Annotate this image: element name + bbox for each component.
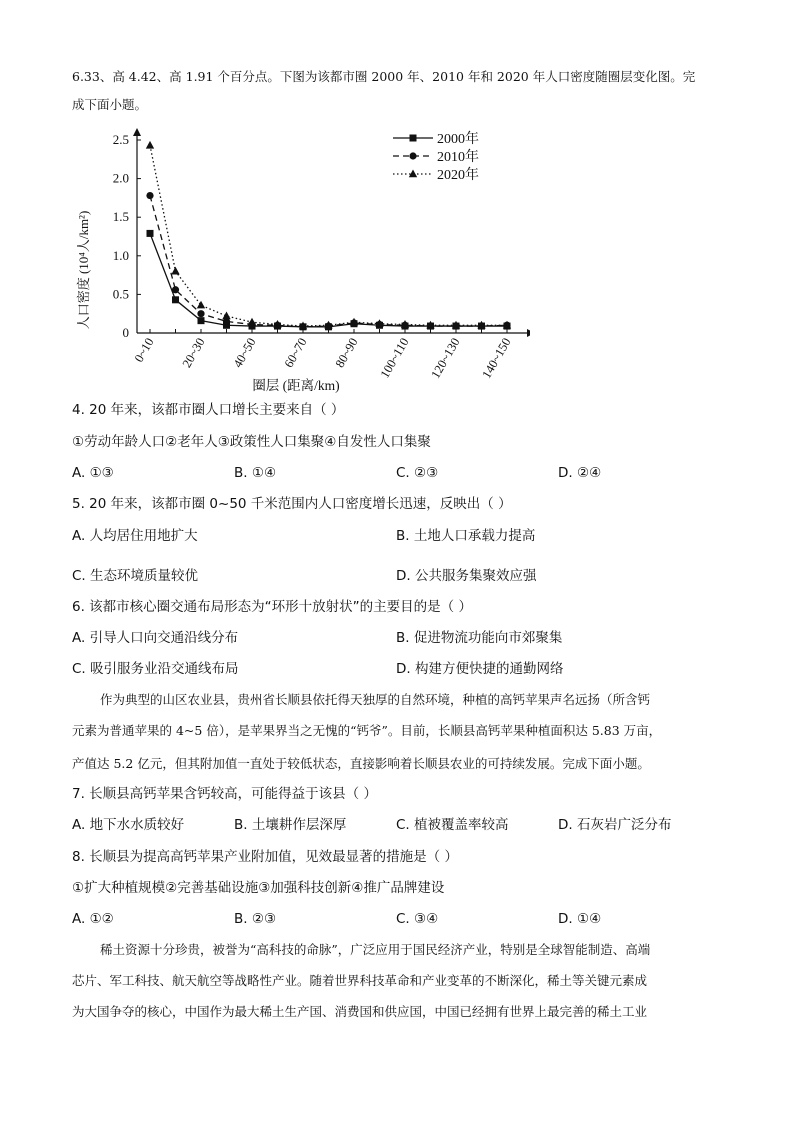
data-point [197,310,204,317]
legend-item [393,130,479,147]
q6-option-a[interactable]: A. 引导人口向交通沿线分布 [72,630,239,646]
series-circle [146,192,510,330]
legend-item [393,166,479,183]
q8-option-b[interactable]: B. ②③ [234,911,277,927]
q5-option-a[interactable]: A. 人均居住用地扩大 [72,528,198,544]
q8-option-a[interactable]: A. ①② [72,911,114,927]
q8-sub: ①扩大种植规模②完善基础设施③加强科技创新④推广品牌建设 [72,880,445,896]
q7-option-d[interactable]: D. 石灰岩广泛分布 [558,817,672,833]
x-tick-label: 140~150 [479,335,514,381]
x-tick-label: 20~30 [179,335,208,371]
x-tick-label: 120~130 [428,335,463,381]
data-point [222,312,230,320]
y-tick-label: 1.0 [112,247,129,263]
q7-option-a[interactable]: A. 地下水水质较好 [72,817,185,833]
y-tick-label: 2.0 [112,170,129,186]
x-tick-label: 0~10 [131,335,157,365]
legend-item [393,148,479,165]
q8-option-c[interactable]: C. ③④ [396,911,439,927]
q7-option-c[interactable]: C. 植被覆盖率较高 [396,817,509,833]
q8-stem: 8. 长顺县为提高高钙苹果产业附加值，见效最显著的措施是（ ） [72,849,458,865]
passage2-line-2: 元素为普通苹果的 4~5 倍），是苹果界当之无愧的“钙爷”。目前，长顺县高钙苹果种植面积达 5.83 万亩， [72,723,662,738]
data-point [197,301,205,309]
q8-option-d[interactable]: D. ①④ [558,911,602,927]
x-axis-label: 圈层 (距离/km) [252,378,340,393]
q6-option-b[interactable]: B. 促进物流功能向市郊聚集 [396,630,563,646]
x-tick-label: 60~70 [281,335,310,371]
y-tick-label: 0 [122,325,129,340]
y-axis-label: 人口密度 (10⁴人/km²) [76,210,91,330]
q5-stem: 5. 20 年来，该都市圈 0~50 千米范围内人口密度增长迅速，反映出（ ） [72,496,512,512]
passage3-line-3: 为大国争夺的核心，中国作为最大稀土生产国、消费国和供应国，中国已经拥有世界上最完善的稀土工业 [72,1004,648,1019]
population-density-chart [60,120,530,395]
legend-label: 2020年 [437,168,479,183]
y-tick-label: 1.5 [112,209,129,225]
intro-line-2: 成下面小题。 [72,97,148,112]
q7-option-b[interactable]: B. 土壤耕作层深厚 [234,817,347,833]
q4-stem: 4. 20 年来，该都市圈人口增长主要来自（ ） [72,402,345,418]
intro-line-1: 6.33、高 4.42、高 1.91 个百分点。下图为该都市圈 2000 年、2010 年和 2020 年人口密度随圈层变化图。完 [72,69,696,84]
x-tick-label: 80~90 [332,335,361,371]
data-point [146,141,154,149]
data-point [172,296,179,303]
q4-option-d[interactable]: D. ②④ [558,465,602,481]
data-point [172,286,179,293]
q4-sub: ①劳动年龄人口②老年人③政策性人口集聚④自发性人口集聚 [72,434,431,450]
data-point [198,317,205,324]
legend-label: 2010年 [437,150,479,165]
y-tick-label: 0.5 [112,286,129,302]
q5-option-b[interactable]: B. 土地人口承载力提高 [396,528,536,544]
chart-axes [113,128,530,381]
q6-option-c[interactable]: C. 吸引服务业沿交通线布局 [72,661,239,677]
q6-stem: 6. 该都市核心圈交通布局形态为“环形十放射状”的主要目的是（ ） [72,599,472,615]
data-point [146,192,153,199]
y-axis-arrow [133,128,141,136]
y-tick-label: 2.5 [112,132,129,147]
x-axis-arrow [527,329,530,337]
q4-option-a[interactable]: A. ①③ [72,465,114,481]
x-tick-label: 100~110 [377,335,412,381]
x-tick-label: 40~50 [230,335,259,371]
q4-option-c[interactable]: C. ②③ [396,465,439,481]
legend-marker [409,152,416,159]
legend-label: 2000年 [437,132,479,147]
data-point [171,267,179,275]
q5-option-d[interactable]: D. 公共服务集聚效应强 [396,568,537,584]
passage3-line-2: 芯片、军工科技、航天航空等战略性产业。随着世界科技革命和产业变革的不断深化，稀土等关键元素成 [72,973,648,988]
passage2-line-3: 产值达 5.2 亿元，但其附加值一直处于较低状态，直接影响着长顺县农业的可持续发展。完成下面小题。 [72,756,650,771]
q6-option-d[interactable]: D. 构建方便快捷的通勤网络 [396,661,564,677]
passage3-line-1: 稀土资源十分珍贵，被誉为“高科技的命脉”，广泛应用于国民经济产业，特别是全球智能制造、高端 [100,942,651,957]
legend-marker [410,135,417,142]
q5-option-c[interactable]: C. 生态环境质量较优 [72,568,199,584]
q4-option-b[interactable]: B. ①④ [234,465,277,481]
data-point [248,318,256,326]
data-point [147,230,154,237]
passage2-line-1: 作为典型的山区农业县，贵州省长顺县依托得天独厚的自然环境，种植的高钙苹果声名远扬（所含钙 [100,692,651,707]
chart-legend [393,130,479,183]
q7-stem: 7. 长顺县高钙苹果含钙较高，可能得益于该县（ ） [72,786,377,802]
